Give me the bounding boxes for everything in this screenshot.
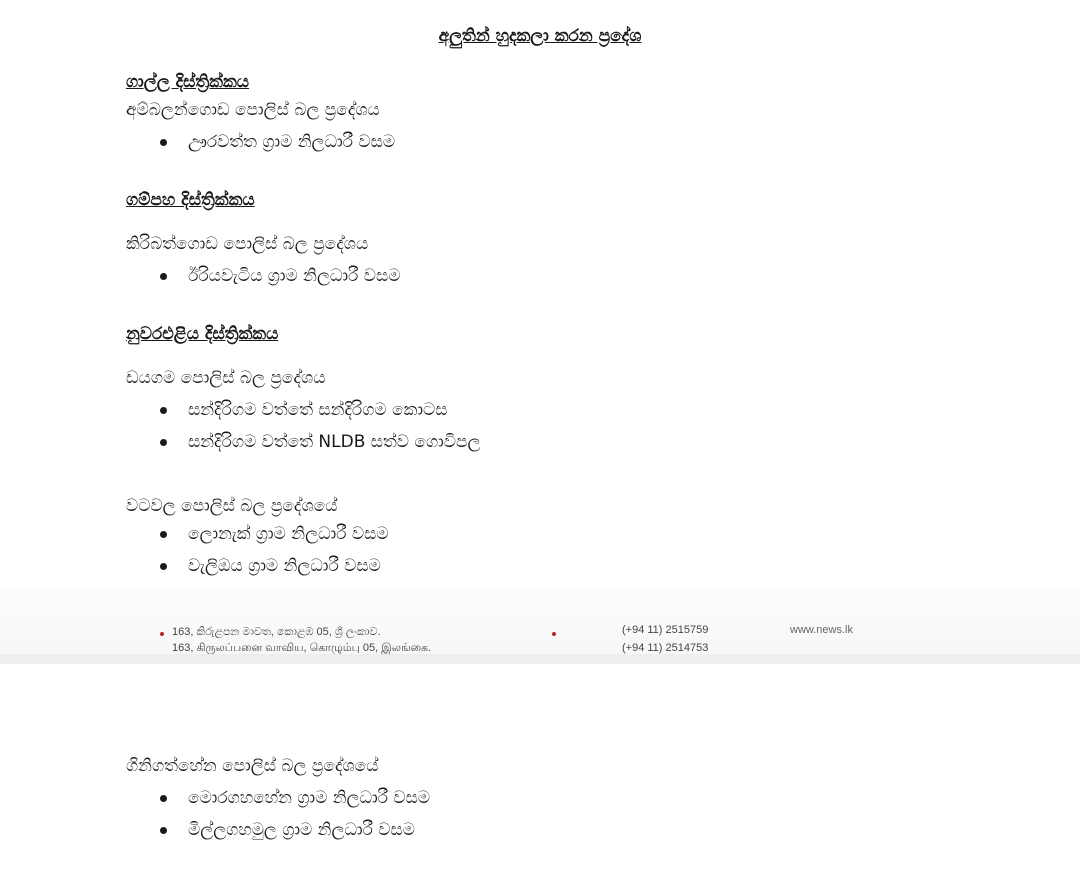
police-area-kiribathgoda: කිරිබත්ගොඩ පොලිස් බල ප්‍රදේශය <box>126 234 369 254</box>
list-item: ඌරවත්ත ග්‍රාම නිලධාරී වසම <box>160 126 395 158</box>
footer-address-tamil: 163, கிருலப்பனை வாவிய, கொழும்பு 05, இலங்கை. <box>172 642 432 654</box>
district-heading-galle: ගාල්ල දිස්ත්‍රික්කය <box>126 72 250 92</box>
list-item: මොරගහහේන ග්‍රාම නිලධාරී වසම <box>160 782 430 814</box>
list-item: මිල්ලගහමුල ග්‍රාම නිලධාරී වසම <box>160 814 430 846</box>
bullet-list-galle <box>160 126 395 158</box>
list-item: වැලිඔය ග්‍රාම නිලධාරී වසම <box>160 550 389 582</box>
phone-icon <box>552 632 556 636</box>
list-item: සන්දිරිගම වත්තේ NLDB සත්ව ගොවිපල <box>160 426 480 458</box>
police-area-dayagama: ඩයගම පොලිස් බල ප්‍රදේශය <box>126 368 326 388</box>
document-title: අලුතින් හුදකලා කරන ප්‍රදේශ <box>438 26 642 46</box>
bullet-list-watawala <box>160 518 389 582</box>
footer-website: www.news.lk <box>790 624 853 636</box>
bullet-list-gampaha <box>160 260 400 292</box>
footer-phone-2: (+94 11) 2514753 <box>622 642 709 654</box>
document-page-2 <box>0 664 1080 884</box>
page-separator <box>0 654 1080 664</box>
bullet-list-dayagama <box>160 394 480 458</box>
police-area-ginigathhena: ගිනිගත්හේන පොලිස් බල ප්‍රදේශයේ <box>126 756 379 776</box>
footer-address-sinhala: 163, කිරුළපන මාවත, කොළඹ 05, ශ්‍රී ලංකාව. <box>172 626 381 638</box>
police-area-watawala: වටවල පොලිස් බල ප්‍රදේශයේ <box>126 496 338 516</box>
district-heading-nuwara-eliya: නුවරඑළිය දිස්ත්‍රික්කය <box>126 324 279 344</box>
bullet-list-ginigathhena <box>160 782 430 846</box>
district-heading-gampaha: ගම්පහ දිස්ත්‍රික්කය <box>126 190 255 210</box>
list-item: ඊරියවැටිය ග්‍රාම නිලධාරී වසම <box>160 260 400 292</box>
letterhead-footer <box>0 588 1080 654</box>
footer-phone-1: (+94 11) 2515759 <box>622 624 709 636</box>
list-item: ලොනැක් ග්‍රාම නිලධාරී වසම <box>160 518 389 550</box>
bullet-dot-icon <box>160 632 164 636</box>
list-item: සන්දිරිගම වත්තේ සන්දිරිගම කොටස <box>160 394 480 426</box>
police-area-ambalangoda: අම්බලන්ගොඩ පොලිස් බල ප්‍රදේශය <box>126 100 380 120</box>
